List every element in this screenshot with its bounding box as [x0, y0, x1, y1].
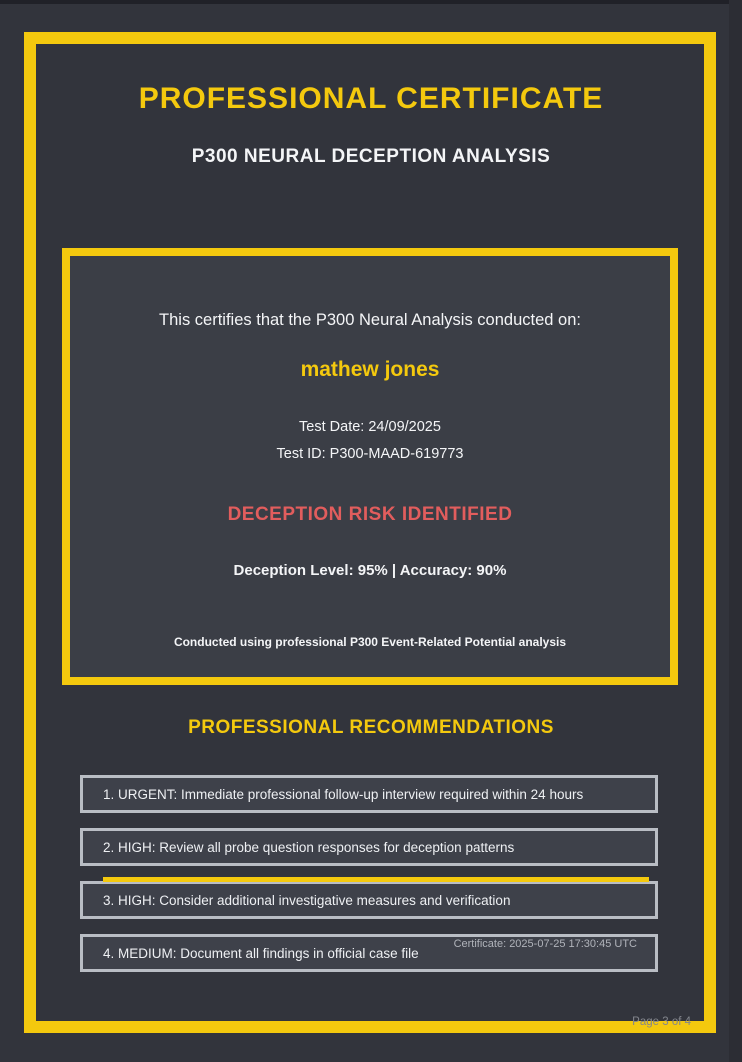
deception-verdict: DECEPTION RISK IDENTIFIED [227, 504, 513, 525]
certificate-timestamp: Certificate: 2025-07-25 17:30:45 UTC [453, 938, 637, 950]
recommendation-item-3: 3. HIGH: Consider additional investigative measures and verification [80, 881, 658, 919]
recommendation-item-4: 4. MEDIUM: Document all findings in official case file [80, 934, 658, 972]
page-indicator: Page 3 of 4 [632, 1016, 691, 1028]
recommendation-item-1: 1. URGENT: Immediate professional follow-up interview required within 24 hours [80, 775, 658, 813]
recommendation-highlight-bar [103, 877, 649, 882]
certificate-details-panel [62, 248, 678, 685]
recommendations-heading: PROFESSIONAL RECOMMENDATIONS [188, 717, 554, 738]
recommendation-item-2: 2. HIGH: Review all probe question responses for deception patterns [80, 828, 658, 866]
subject-name: mathew jones [300, 358, 440, 381]
certificate-subtitle: P300 NEURAL DECEPTION ANALYSIS [191, 146, 551, 167]
deception-metrics: Deception Level: 95% | Accuracy: 90% [233, 562, 507, 579]
viewport-top-edge [0, 0, 742, 4]
test-date: Test Date: 24/09/2025 [299, 419, 441, 435]
test-id: Test ID: P300-MAAD-619773 [276, 446, 464, 462]
certificate-intro-text: This certifies that the P300 Neural Analysis conducted on: [159, 311, 581, 329]
certificate-title: PROFESSIONAL CERTIFICATE [138, 82, 604, 115]
analysis-method-note: Conducted using professional P300 Event-Related Potential analysis [173, 635, 567, 649]
